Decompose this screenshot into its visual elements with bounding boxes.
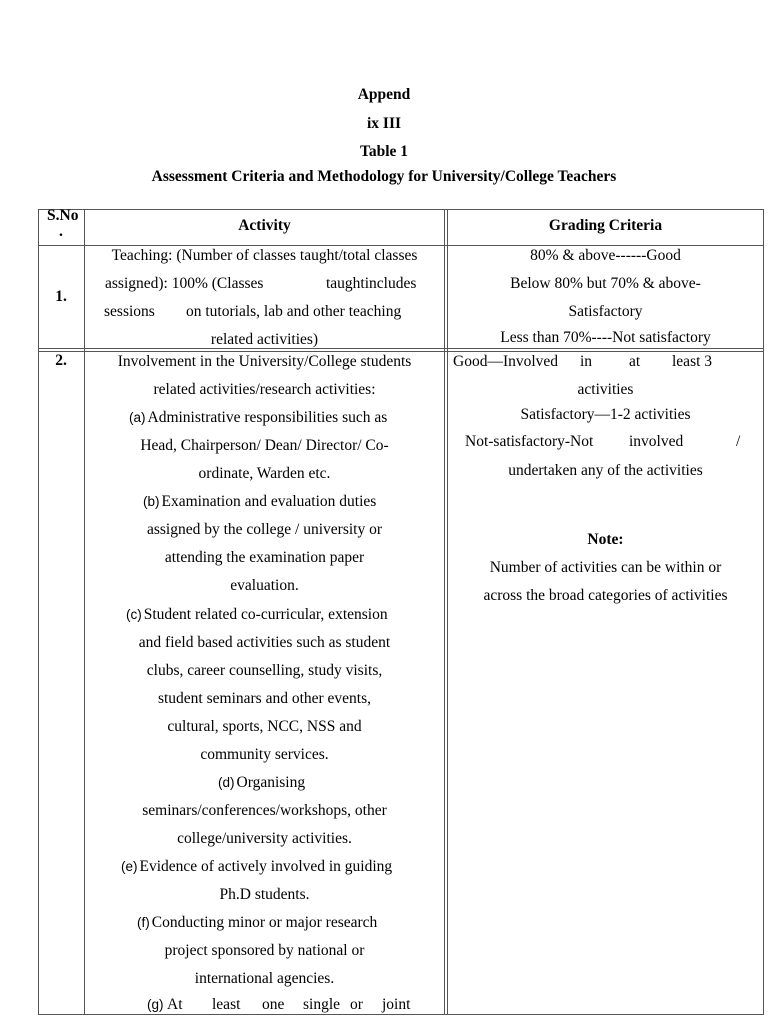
list-item-text: joint: [382, 996, 411, 1013]
list-item-text: or: [350, 996, 363, 1013]
row2-intro-line: related activities/research activities:: [153, 381, 376, 398]
table-number: Table 1: [359, 143, 409, 160]
column-header-sno: S.No: [47, 207, 79, 224]
list-marker: (f): [137, 915, 150, 930]
row1-activity-line: related activities): [210, 331, 319, 348]
row2-grading-line: in: [580, 353, 593, 370]
row1-grading-line: Less than 70%----Not satisfactory: [500, 329, 711, 346]
row1-activity-line: assigned): 100% (Classes: [105, 275, 264, 292]
list-item-text: cultural, sports, NCC, NSS and: [167, 718, 362, 735]
row2-grading-line: undertaken any of the activities: [508, 462, 703, 479]
column-header-grading: Grading Criteria: [548, 217, 663, 234]
list-item-text: At: [167, 996, 183, 1013]
row1-activity-line: Teaching: (Number of classes taught/total classes: [111, 247, 418, 264]
list-item-c: [126, 605, 388, 625]
row2-serial: 2.: [55, 352, 67, 369]
row2-intro-line: Involvement in the University/College students: [117, 353, 412, 370]
list-item-d: [218, 773, 305, 793]
table-border-right: [763, 209, 764, 1015]
list-item-text: attending the examination paper: [164, 549, 365, 566]
list-marker: (e): [121, 859, 138, 874]
list-item-text: Examination and evaluation duties: [161, 493, 377, 510]
row2-grading-line: Good—Involved: [453, 353, 559, 370]
list-item-text: community services.: [200, 746, 329, 763]
list-item-text: assigned by the college / university or: [146, 521, 383, 538]
table-border-left: [38, 209, 39, 1015]
row1-grading-line: 80% & above------Good: [530, 247, 681, 264]
note-text-line: Number of activities can be within or: [489, 559, 722, 576]
list-item-text: single: [303, 996, 341, 1013]
list-item-text: project sponsored by national or: [164, 942, 365, 959]
list-item-text: seminars/conferences/workshops, other: [142, 802, 387, 819]
appendix-label-part2: ix III: [366, 115, 402, 132]
list-item-e: [121, 857, 392, 877]
list-item-text: Head, Chairperson/ Dean/ Director/ Co-: [140, 437, 389, 454]
list-marker: (c): [126, 607, 142, 622]
row1-activity-line: sessions: [104, 303, 155, 320]
row2-grading-line: involved: [629, 433, 684, 450]
list-item-g: [147, 995, 166, 1015]
list-marker: (d): [218, 775, 235, 790]
list-item-text: Ph.D students.: [219, 886, 310, 903]
list-item-f: [137, 913, 377, 933]
column-header-sno-dot: .: [59, 223, 63, 240]
list-item-text: Conducting minor or major research: [151, 914, 378, 931]
list-marker: (a): [129, 410, 146, 425]
note-label: Note:: [587, 531, 624, 548]
list-item-text: Administrative responsibilities such as: [147, 409, 388, 426]
table-border-top: [38, 209, 764, 210]
list-item-text: Organising: [236, 774, 306, 791]
row1-grading-line: Satisfactory: [568, 303, 643, 320]
list-marker: (b): [143, 494, 160, 509]
list-item-text: clubs, career counselling, study visits,: [146, 662, 383, 679]
list-marker: (g): [147, 997, 164, 1012]
column-header-activity: Activity: [238, 217, 291, 234]
list-item-text: and field based activities such as student: [138, 634, 391, 651]
row2-grading-line: at: [629, 353, 641, 370]
row2-grading-line: least 3: [672, 353, 713, 370]
appendix-label-part1: Append: [357, 86, 411, 103]
list-item-text: college/university activities.: [177, 830, 352, 847]
list-item-text: evaluation.: [230, 577, 299, 594]
row2-grading-line: /: [736, 433, 741, 450]
list-item-text: ordinate, Warden etc.: [198, 465, 331, 482]
list-item-text: Student related co-curricular, extension: [143, 606, 388, 623]
row1-activity-line: on tutorials, lab and other teaching: [186, 303, 402, 320]
row2-grading-line: Satisfactory—1-2 activities: [520, 406, 691, 423]
note-text-line: across the broad categories of activities: [483, 587, 728, 604]
row2-grading-line: Not-satisfactory-Not: [465, 433, 594, 450]
column-divider: [444, 209, 445, 1015]
list-item-b: [143, 492, 376, 512]
list-item-text: international agencies.: [194, 970, 335, 987]
list-item-a: [129, 408, 387, 428]
row1-activity-line: taughtincludes: [326, 275, 417, 292]
row1-grading-line: Below 80% but 70% & above-: [510, 275, 701, 292]
list-item-text: one: [262, 996, 285, 1013]
list-item-text: Evidence of actively involved in guiding: [139, 858, 393, 875]
list-item-text: least: [212, 996, 241, 1013]
table-title: Assessment Criteria and Methodology for University/College Teachers: [151, 168, 617, 185]
list-item-text: student seminars and other events,: [157, 690, 372, 707]
row1-serial: 1.: [55, 288, 67, 305]
row2-grading-line: activities: [577, 381, 634, 398]
